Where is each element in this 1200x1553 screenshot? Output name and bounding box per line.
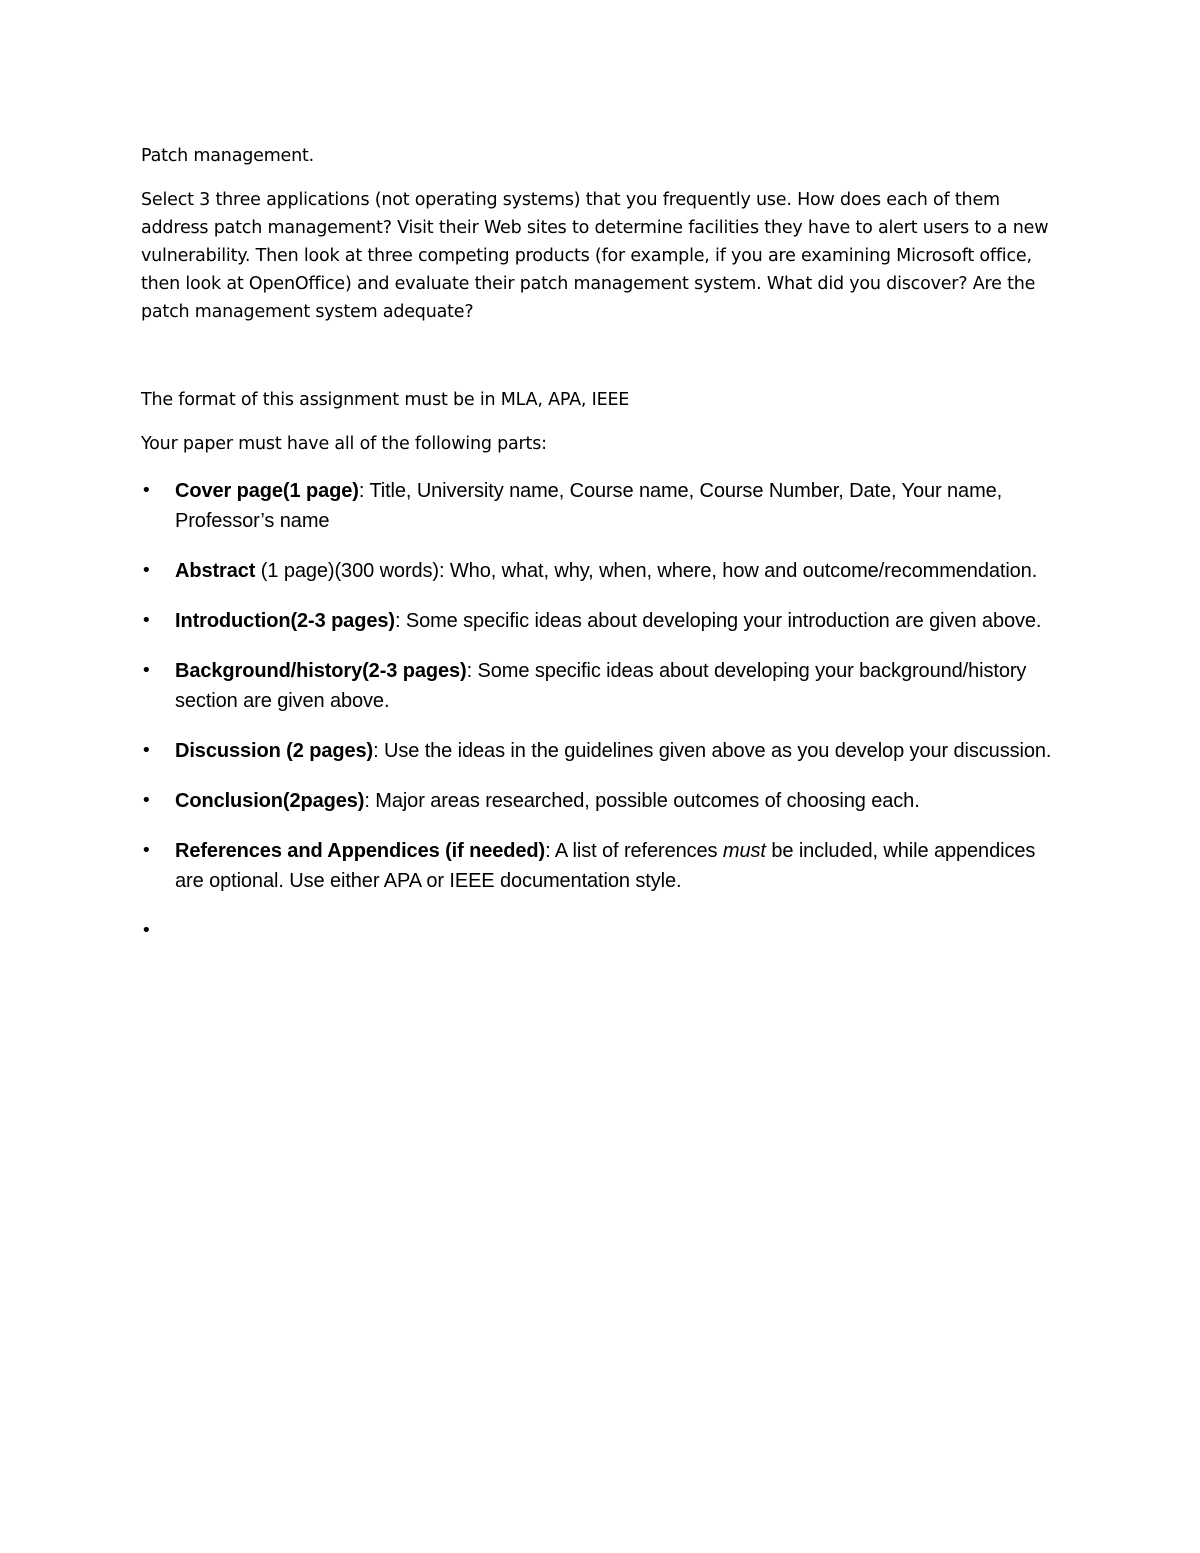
part-description: : Some specific ideas about developing your introduction are given above. bbox=[394, 610, 1042, 632]
list-item-discussion bbox=[141, 736, 1056, 766]
part-description: : Title, University name, Course name, Course Number, Date, Your name, Professor’s name bbox=[175, 480, 1003, 532]
part-description: : A list of references bbox=[545, 840, 723, 862]
part-term: References and Appendices (if needed) bbox=[175, 840, 546, 862]
part-term: Cover page(1 page) bbox=[175, 480, 359, 502]
bullet-icon: • bbox=[141, 560, 152, 581]
bullet-icon: • bbox=[141, 480, 152, 501]
bullet-icon: • bbox=[141, 610, 152, 631]
part-term: Introduction(2-3 pages) bbox=[175, 610, 395, 632]
format-requirement: The format of this assignment must be in MLA, APA, IEEE bbox=[141, 390, 630, 410]
list-item-references-appendices bbox=[141, 836, 1056, 896]
part-term: Background/history(2-3 pages) bbox=[175, 660, 467, 682]
bullet-icon: • bbox=[141, 740, 152, 761]
parts-lead-in: Your paper must have all of the following parts: bbox=[141, 434, 547, 454]
assignment-prompt: Select 3 three applications (not operating systems) that you frequently use. How does each of them address patch management? Visit their Web sites to determine facilities they have to alert users to a new vulnerability. Then look at three competing products (for example, if you are examining Microsoft office, then look at OpenOffice) and evaluate their patch management system. What did you discover? Are the patch management system adequate? bbox=[141, 190, 1049, 322]
part-description: : Major areas researched, possible outcomes of choosing each. bbox=[364, 790, 920, 812]
list-item-conclusion bbox=[141, 786, 1056, 816]
list-item-background-history bbox=[141, 656, 1056, 716]
document-title: Patch management. bbox=[141, 146, 315, 166]
required-parts-list bbox=[141, 476, 1056, 946]
list-item-abstract bbox=[141, 556, 1056, 586]
list-item-cover-page bbox=[141, 476, 1056, 536]
part-description: : Some specific ideas about developing your background/history section are given above. bbox=[175, 660, 1027, 712]
list-item-introduction bbox=[141, 606, 1056, 636]
bullet-icon: • bbox=[141, 660, 152, 681]
bullet-icon: • bbox=[141, 840, 152, 861]
part-description: (1 page)(300 words): Who, what, why, when, where, how and outcome/recommendation. bbox=[255, 560, 1038, 582]
part-term: Discussion (2 pages) bbox=[175, 740, 374, 762]
part-term: Abstract bbox=[175, 560, 256, 582]
part-description-continued: be included, while appendices are optional. Use either APA or IEEE documentation style. bbox=[175, 840, 1036, 892]
part-term: Conclusion(2pages) bbox=[175, 790, 365, 812]
document-body bbox=[141, 142, 1056, 966]
bullet-icon: • bbox=[141, 920, 152, 941]
list-item-empty bbox=[141, 916, 1056, 946]
emphasis-text: must bbox=[722, 840, 766, 862]
bullet-icon: • bbox=[141, 790, 152, 811]
part-description: : Use the ideas in the guidelines given above as you develop your discussion. bbox=[373, 740, 1052, 762]
